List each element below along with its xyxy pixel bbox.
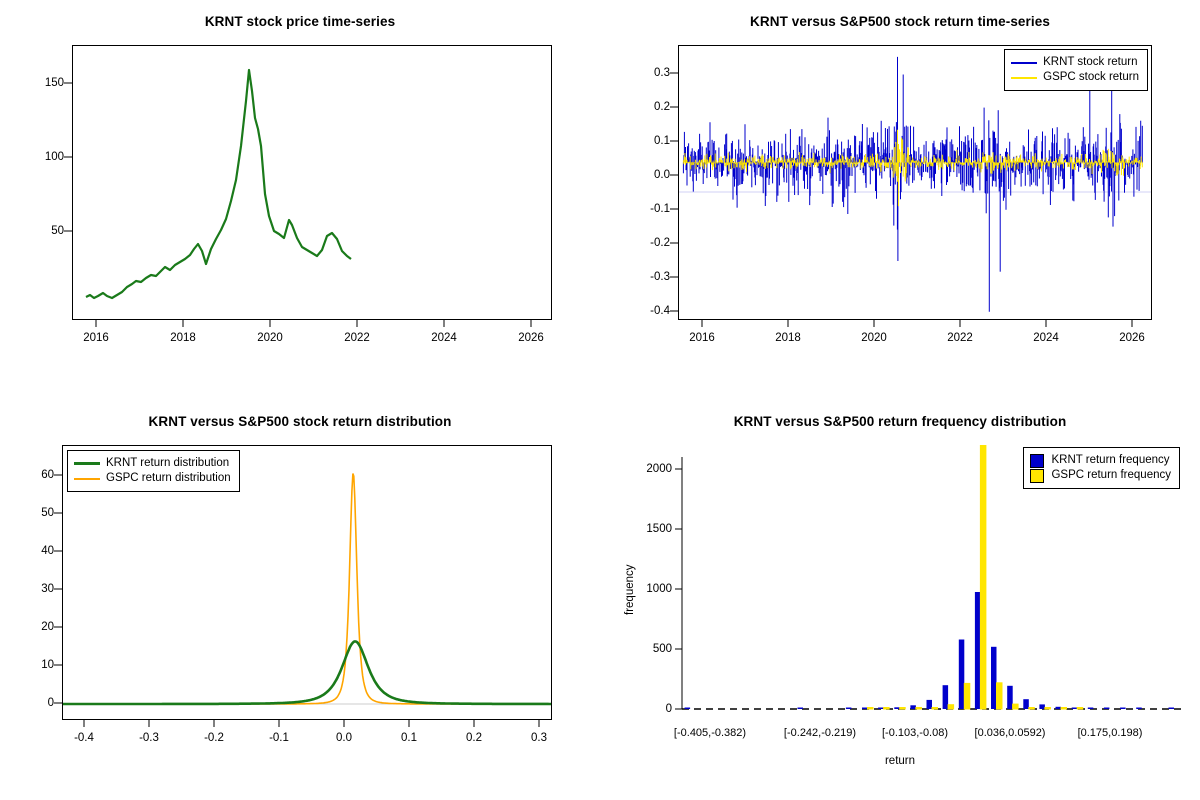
legend-label: GSPC return distribution xyxy=(106,472,231,484)
dist-ytick-20: 20 xyxy=(41,621,54,633)
retts-xtick-2016: 2016 xyxy=(689,332,715,344)
retts-xtick-2026: 2026 xyxy=(1119,332,1145,344)
freq-ytick-500: 500 xyxy=(652,643,672,655)
freq-xtick-2: [-0.103,-0.08) xyxy=(881,727,949,739)
freq-ylabel: frequency xyxy=(624,564,636,615)
dist-xtick-0.2: 0.2 xyxy=(466,732,482,744)
legend-label: KRNT stock return xyxy=(1043,56,1138,68)
freq-yaxis xyxy=(674,445,683,720)
panel-price-timeseries xyxy=(0,0,600,400)
retts-xtick-2018: 2018 xyxy=(775,332,801,344)
legend-swatch-icon xyxy=(1030,454,1044,468)
panel-return-distribution xyxy=(0,400,600,800)
plot-area-price xyxy=(72,45,552,320)
retts-ytick--0.3: -0.3 xyxy=(650,271,670,283)
legend-line-icon xyxy=(74,462,100,465)
dist-xtick--0.4: -0.4 xyxy=(74,732,94,744)
panel-return-frequency xyxy=(600,400,1200,800)
legend-label: KRNT return frequency xyxy=(1051,454,1170,466)
price-xtick-2018: 2018 xyxy=(170,332,196,344)
panel-title-frequency: KRNT versus S&P500 return frequency distribution xyxy=(733,414,1067,429)
retts-ytick-0.3: 0.3 xyxy=(654,67,670,79)
retts-ytick--0.4: -0.4 xyxy=(650,305,670,317)
legend-label: GSPC return frequency xyxy=(1051,469,1171,481)
legend-frequency xyxy=(1023,447,1180,489)
legend-label: GSPC stock return xyxy=(1043,71,1139,83)
freq-ytick-2000: 2000 xyxy=(646,463,672,475)
freq-xtick-1: [-0.242,-0.219) xyxy=(783,727,857,739)
dist-ytick-40: 40 xyxy=(41,545,54,557)
legend-row-gspc-return xyxy=(1011,70,1139,85)
panel-title-price: KRNT stock price time-series xyxy=(204,14,396,29)
price-xtick-marks xyxy=(72,320,552,328)
freq-ytick-0: 0 xyxy=(665,703,672,715)
price-line-svg xyxy=(73,46,551,319)
dist-ytick-50: 50 xyxy=(41,507,54,519)
plot-area-distribution xyxy=(62,445,552,720)
price-xtick-2020: 2020 xyxy=(257,332,283,344)
legend-return-ts xyxy=(1004,49,1148,91)
retts-ytick--0.1: -0.1 xyxy=(650,203,670,215)
dist-ytick-30: 30 xyxy=(41,583,54,595)
legend-row-gspc-freq xyxy=(1030,468,1171,483)
dist-ytick-0: 0 xyxy=(47,697,54,709)
freq-ytick-1000: 1000 xyxy=(646,583,672,595)
retts-ytick-0.2: 0.2 xyxy=(654,101,670,113)
freq-xlabel: return xyxy=(884,755,916,767)
legend-row-krnt-freq xyxy=(1030,453,1171,468)
dist-xtick-0.1: 0.1 xyxy=(401,732,417,744)
legend-label: KRNT return distribution xyxy=(106,457,230,469)
price-xtick-2026: 2026 xyxy=(518,332,544,344)
plot-area-return-ts xyxy=(678,45,1152,320)
panel-title-distribution: KRNT versus S&P500 stock return distribution xyxy=(148,414,452,429)
price-ytick-marks xyxy=(64,45,72,320)
panel-return-timeseries xyxy=(600,0,1200,400)
dist-ytick-10: 10 xyxy=(41,659,54,671)
legend-row-krnt-return xyxy=(1011,55,1139,70)
freq-xtick-3: [0.036,0.0592) xyxy=(974,727,1046,739)
dist-xtick-marks xyxy=(62,720,552,728)
panel-title-return-ts: KRNT versus S&P500 stock return time-series xyxy=(750,14,1050,29)
legend-swatch-icon xyxy=(1030,469,1044,483)
price-ytick-50: 50 xyxy=(51,225,64,237)
retts-xtick-2022: 2022 xyxy=(947,332,973,344)
plot-area-frequency xyxy=(682,445,1182,720)
retts-xtick-2024: 2024 xyxy=(1033,332,1059,344)
freq-xtick-0: [-0.405,-0.382) xyxy=(673,727,747,739)
price-ytick-150: 150 xyxy=(44,77,64,89)
legend-row-gspc-density xyxy=(74,471,231,486)
dist-ytick-marks xyxy=(54,445,62,720)
price-ytick-100: 100 xyxy=(44,151,64,163)
retts-xtick-2020: 2020 xyxy=(861,332,887,344)
legend-line-icon xyxy=(74,478,100,480)
dist-xtick--0.3: -0.3 xyxy=(139,732,159,744)
dist-xtick-0.0: 0.0 xyxy=(336,732,352,744)
legend-row-krnt-density xyxy=(74,456,231,471)
dist-xtick-0.3: 0.3 xyxy=(531,732,547,744)
freq-xtick-4: [0.175,0.198) xyxy=(1077,727,1143,739)
retts-ytick--0.2: -0.2 xyxy=(650,237,670,249)
price-xtick-2022: 2022 xyxy=(344,332,370,344)
retts-ytick-marks xyxy=(670,45,678,320)
dist-xtick--0.2: -0.2 xyxy=(204,732,224,744)
dist-ytick-60: 60 xyxy=(41,469,54,481)
dist-xtick--0.1: -0.1 xyxy=(269,732,289,744)
legend-distribution xyxy=(67,450,240,492)
price-xtick-2016: 2016 xyxy=(83,332,109,344)
price-xtick-2024: 2024 xyxy=(431,332,457,344)
retts-xtick-marks xyxy=(678,320,1152,328)
freq-ytick-1500: 1500 xyxy=(646,523,672,535)
retts-ytick-0.1: 0.1 xyxy=(654,135,670,147)
retts-ytick-0.0: 0.0 xyxy=(654,169,670,181)
legend-line-icon xyxy=(1011,62,1037,64)
legend-line-icon xyxy=(1011,77,1037,79)
